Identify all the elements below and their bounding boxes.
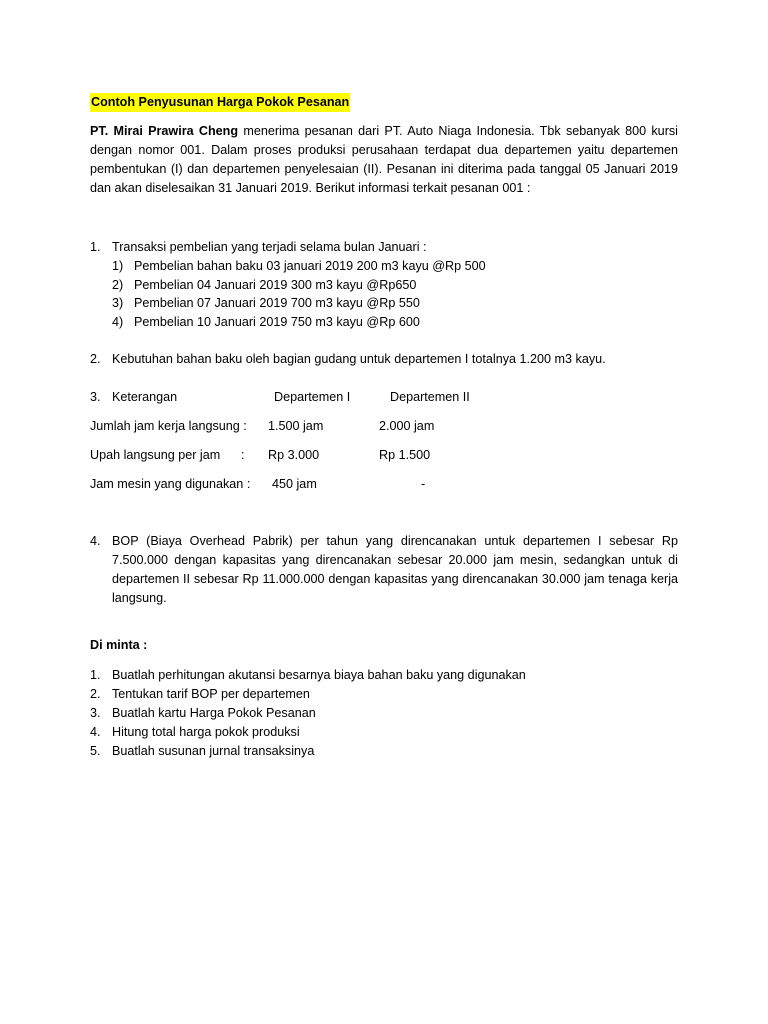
item-1-number: 1. <box>90 240 101 254</box>
sub-text: Pembelian 04 Januari 2019 300 m3 kayu @Rp650 <box>134 278 417 292</box>
diminta-number: 4. <box>90 725 101 739</box>
diminta-number: 5. <box>90 744 101 758</box>
diminta-item <box>90 723 300 742</box>
diminta-text: Tentukan tarif BOP per departemen <box>112 687 310 701</box>
item-1 <box>90 238 427 257</box>
item-1-sub-1 <box>112 257 486 276</box>
row-dept-2-value: Rp 1.500 <box>379 448 431 462</box>
company-name: PT. Mirai Prawira Cheng <box>90 124 239 138</box>
diminta-item <box>90 704 316 723</box>
row-dept-1-value: Rp 3.000 <box>268 448 320 462</box>
diminta-item <box>90 742 314 761</box>
row-dept-2-value: 2.000 jam <box>379 419 435 433</box>
sub-text: Pembelian 10 Januari 2019 750 m3 kayu @Rp 600 <box>134 315 420 329</box>
diminta-text: Buatlah susunan jurnal transaksinya <box>112 744 315 758</box>
item-3-number: 3. <box>90 390 101 404</box>
row-label: Jam mesin yang digunakan : <box>90 477 251 491</box>
row-dept-2-value: - <box>421 477 426 491</box>
item-1-sub-4 <box>112 313 420 332</box>
row-label: Jumlah jam kerja langsung : <box>90 419 247 433</box>
diminta-text: Buatlah kartu Harga Pokok Pesanan <box>112 706 316 720</box>
header-dept-1: Departemen I <box>274 390 351 404</box>
diminta-number: 3. <box>90 706 101 720</box>
item-1-text: Transaksi pembelian yang terjadi selama bulan Januari : <box>112 240 427 254</box>
diminta-number: 2. <box>90 687 101 701</box>
intro-text: menerima pesanan dari PT. Auto Niaga Indonesia. Tbk sebanyak 800 kursi dengan nomor 001. Dalam proses produksi perusahaan terdapat dua departemen yaitu departemen pembentukan (I) dan departemen penyelesaian (II). Pesanan ini diterima pada tanggal 05 Januari 2019 dan akan diselesaikan 31 Januari 2019. Berikut informasi terkait pesanan 001 : <box>90 124 678 195</box>
sub-number: 3) <box>112 296 124 310</box>
row-label: Upah langsung per jam <box>90 448 221 462</box>
sub-number: 2) <box>112 278 124 292</box>
diminta-item <box>90 685 310 704</box>
item-1-sub-2 <box>112 276 416 295</box>
row-colon: : <box>241 448 245 462</box>
header-dept-2: Departemen II <box>390 390 470 404</box>
sub-number: 4) <box>112 315 124 329</box>
item-1-sub-3 <box>112 294 420 313</box>
diminta-heading: Di minta : <box>90 638 148 652</box>
document-title: Contoh Penyusunan Harga Pokok Pesanan <box>90 93 350 112</box>
diminta-text: Hitung total harga pokok produksi <box>112 725 300 739</box>
row-dept-1-value: 1.500 jam <box>268 419 324 433</box>
sub-text: Pembelian bahan baku 03 januari 2019 200 m3 kayu @Rp 500 <box>134 259 486 273</box>
item-2 <box>90 350 606 369</box>
row-dept-1-value: 450 jam <box>272 477 317 491</box>
intro-paragraph <box>90 122 678 198</box>
diminta-number: 1. <box>90 668 101 682</box>
diminta-item <box>90 666 526 685</box>
item-2-text: Kebutuhan bahan baku oleh bagian gudang untuk departemen I totalnya 1.200 m3 kayu. <box>112 352 606 366</box>
item-2-number: 2. <box>90 352 101 366</box>
item-4-number: 4. <box>90 534 101 548</box>
header-label: Keterangan <box>112 390 178 404</box>
diminta-text: Buatlah perhitungan akutansi besarnya biaya bahan baku yang digunakan <box>112 668 526 682</box>
item-3-header <box>90 388 177 407</box>
sub-text: Pembelian 07 Januari 2019 700 m3 kayu @Rp 550 <box>134 296 420 310</box>
sub-number: 1) <box>112 259 124 273</box>
item-4-text: BOP (Biaya Overhead Pabrik) per tahun yang direncanakan untuk departemen I sebesar Rp 7.500.000 dengan kapasitas yang direncanakan sebesar 20.000 jam mesin, sedangkan untuk di departemen II sebesar Rp 11.000.000 dengan kapasitas yang direncanakan 30.000 jam tenaga kerja langsung. <box>112 534 678 605</box>
